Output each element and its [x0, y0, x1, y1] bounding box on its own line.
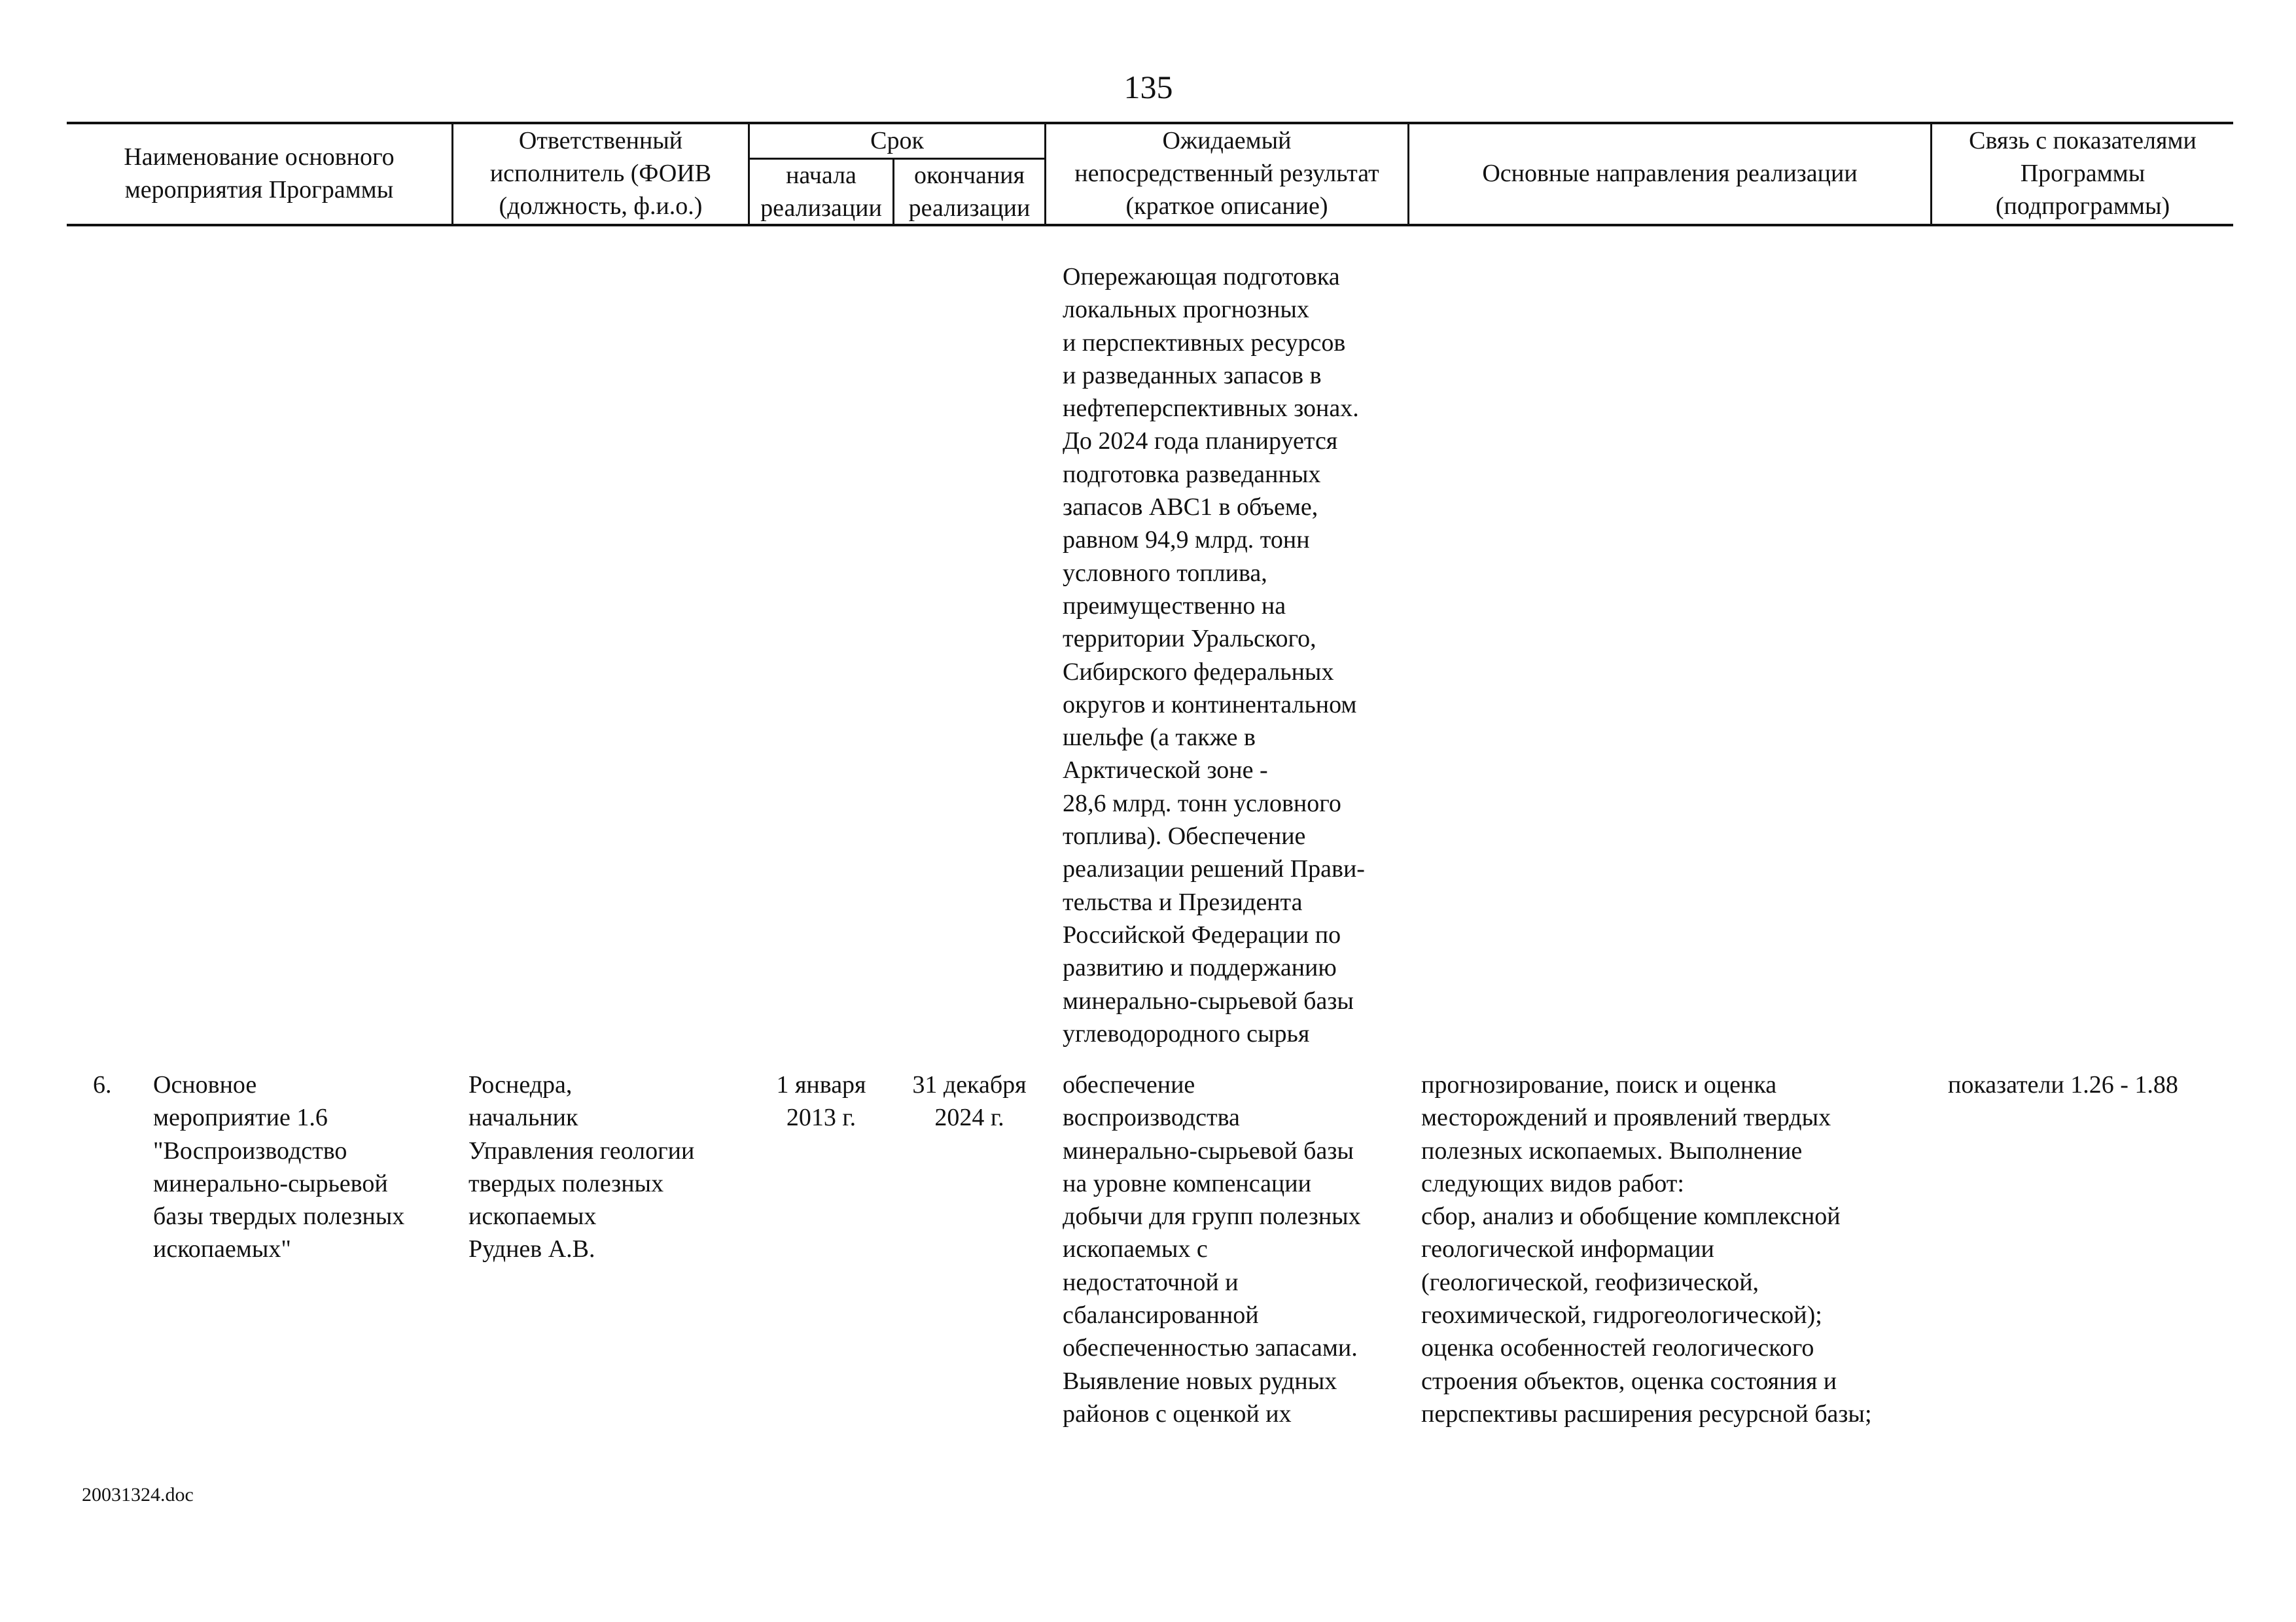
document-filename: 20031324.doc — [82, 1484, 194, 1506]
header-result: Ожидаемый непосредственный результат (краткое описание) — [1074, 127, 1379, 220]
row-start-date: 1 января 2013 г. — [776, 1071, 866, 1132]
row-responsible: Роснедра, начальник Управления геологии твердых полезных ископаемых Руднев А.В. — [468, 1071, 695, 1263]
header-responsible: Ответственный исполнитель (ФОИВ (должность, ф.и.о.) — [489, 127, 712, 220]
header-name: Наименование основного мероприятия Программы — [124, 143, 395, 203]
row-result: обеспечение воспроизводства минерально-сырьевой базы на уровне компенсации добычи для групп полезных ископаемых с недостаточной и сбалансированной обеспеченностью запасами. Выявление новых рудных районов с оценкой их — [1063, 1071, 1361, 1428]
header-term: Срок — [870, 126, 924, 154]
row-name: Основное мероприятие 1.6 "Воспроизводство минерально-сырьевой базы твердых полезных ископаемых" — [153, 1071, 405, 1263]
header-start: начала реализации — [760, 162, 882, 222]
row-indicators: показатели 1.26 - 1.88 — [1948, 1071, 2178, 1099]
header-end: окончания реализации — [908, 162, 1031, 222]
continuation-result: Опережающая подготовка локальных прогнозных и перспективных ресурсов и разведанных запасов в нефтеперспективных зонах. До 2024 года планируется подготовка разведанных запасов ABC1 в объеме, равном 94,9 млрд. тонн условного топлива, преимущественно на территории Уральского, Сибирского федеральных округов и континентальном шельфе (а также в Арктической зоне - 28,6 млрд. тонн условного топлива). Обеспечение реализации решений Прави- тельства и Президента Российской Федерации по развитию и поддержанию минерально-сырьевой базы углеводородного сырья — [1063, 263, 1365, 1048]
header-bottom-border — [67, 224, 2233, 226]
row-directions: прогнозирование, поиск и оценка месторождений и проявлений твердых полезных ископаемых. Выполнение следующих видов работ: сбор, анализ и обобщение комплексной геологической информации (геологической, геофизической, геохимической, гидрогеологической); оценка особенностей геологического строения объектов, оценка состояния и перспективы расширения ресурсной базы; — [1421, 1071, 1872, 1428]
header-directions: Основные направления реализации — [1482, 160, 1858, 187]
row-number: 6. — [93, 1071, 112, 1099]
row-end-date: 31 декабря 2024 г. — [912, 1071, 1027, 1132]
header-indicators: Связь с показателями Программы (подпрограммы) — [1969, 127, 2197, 220]
